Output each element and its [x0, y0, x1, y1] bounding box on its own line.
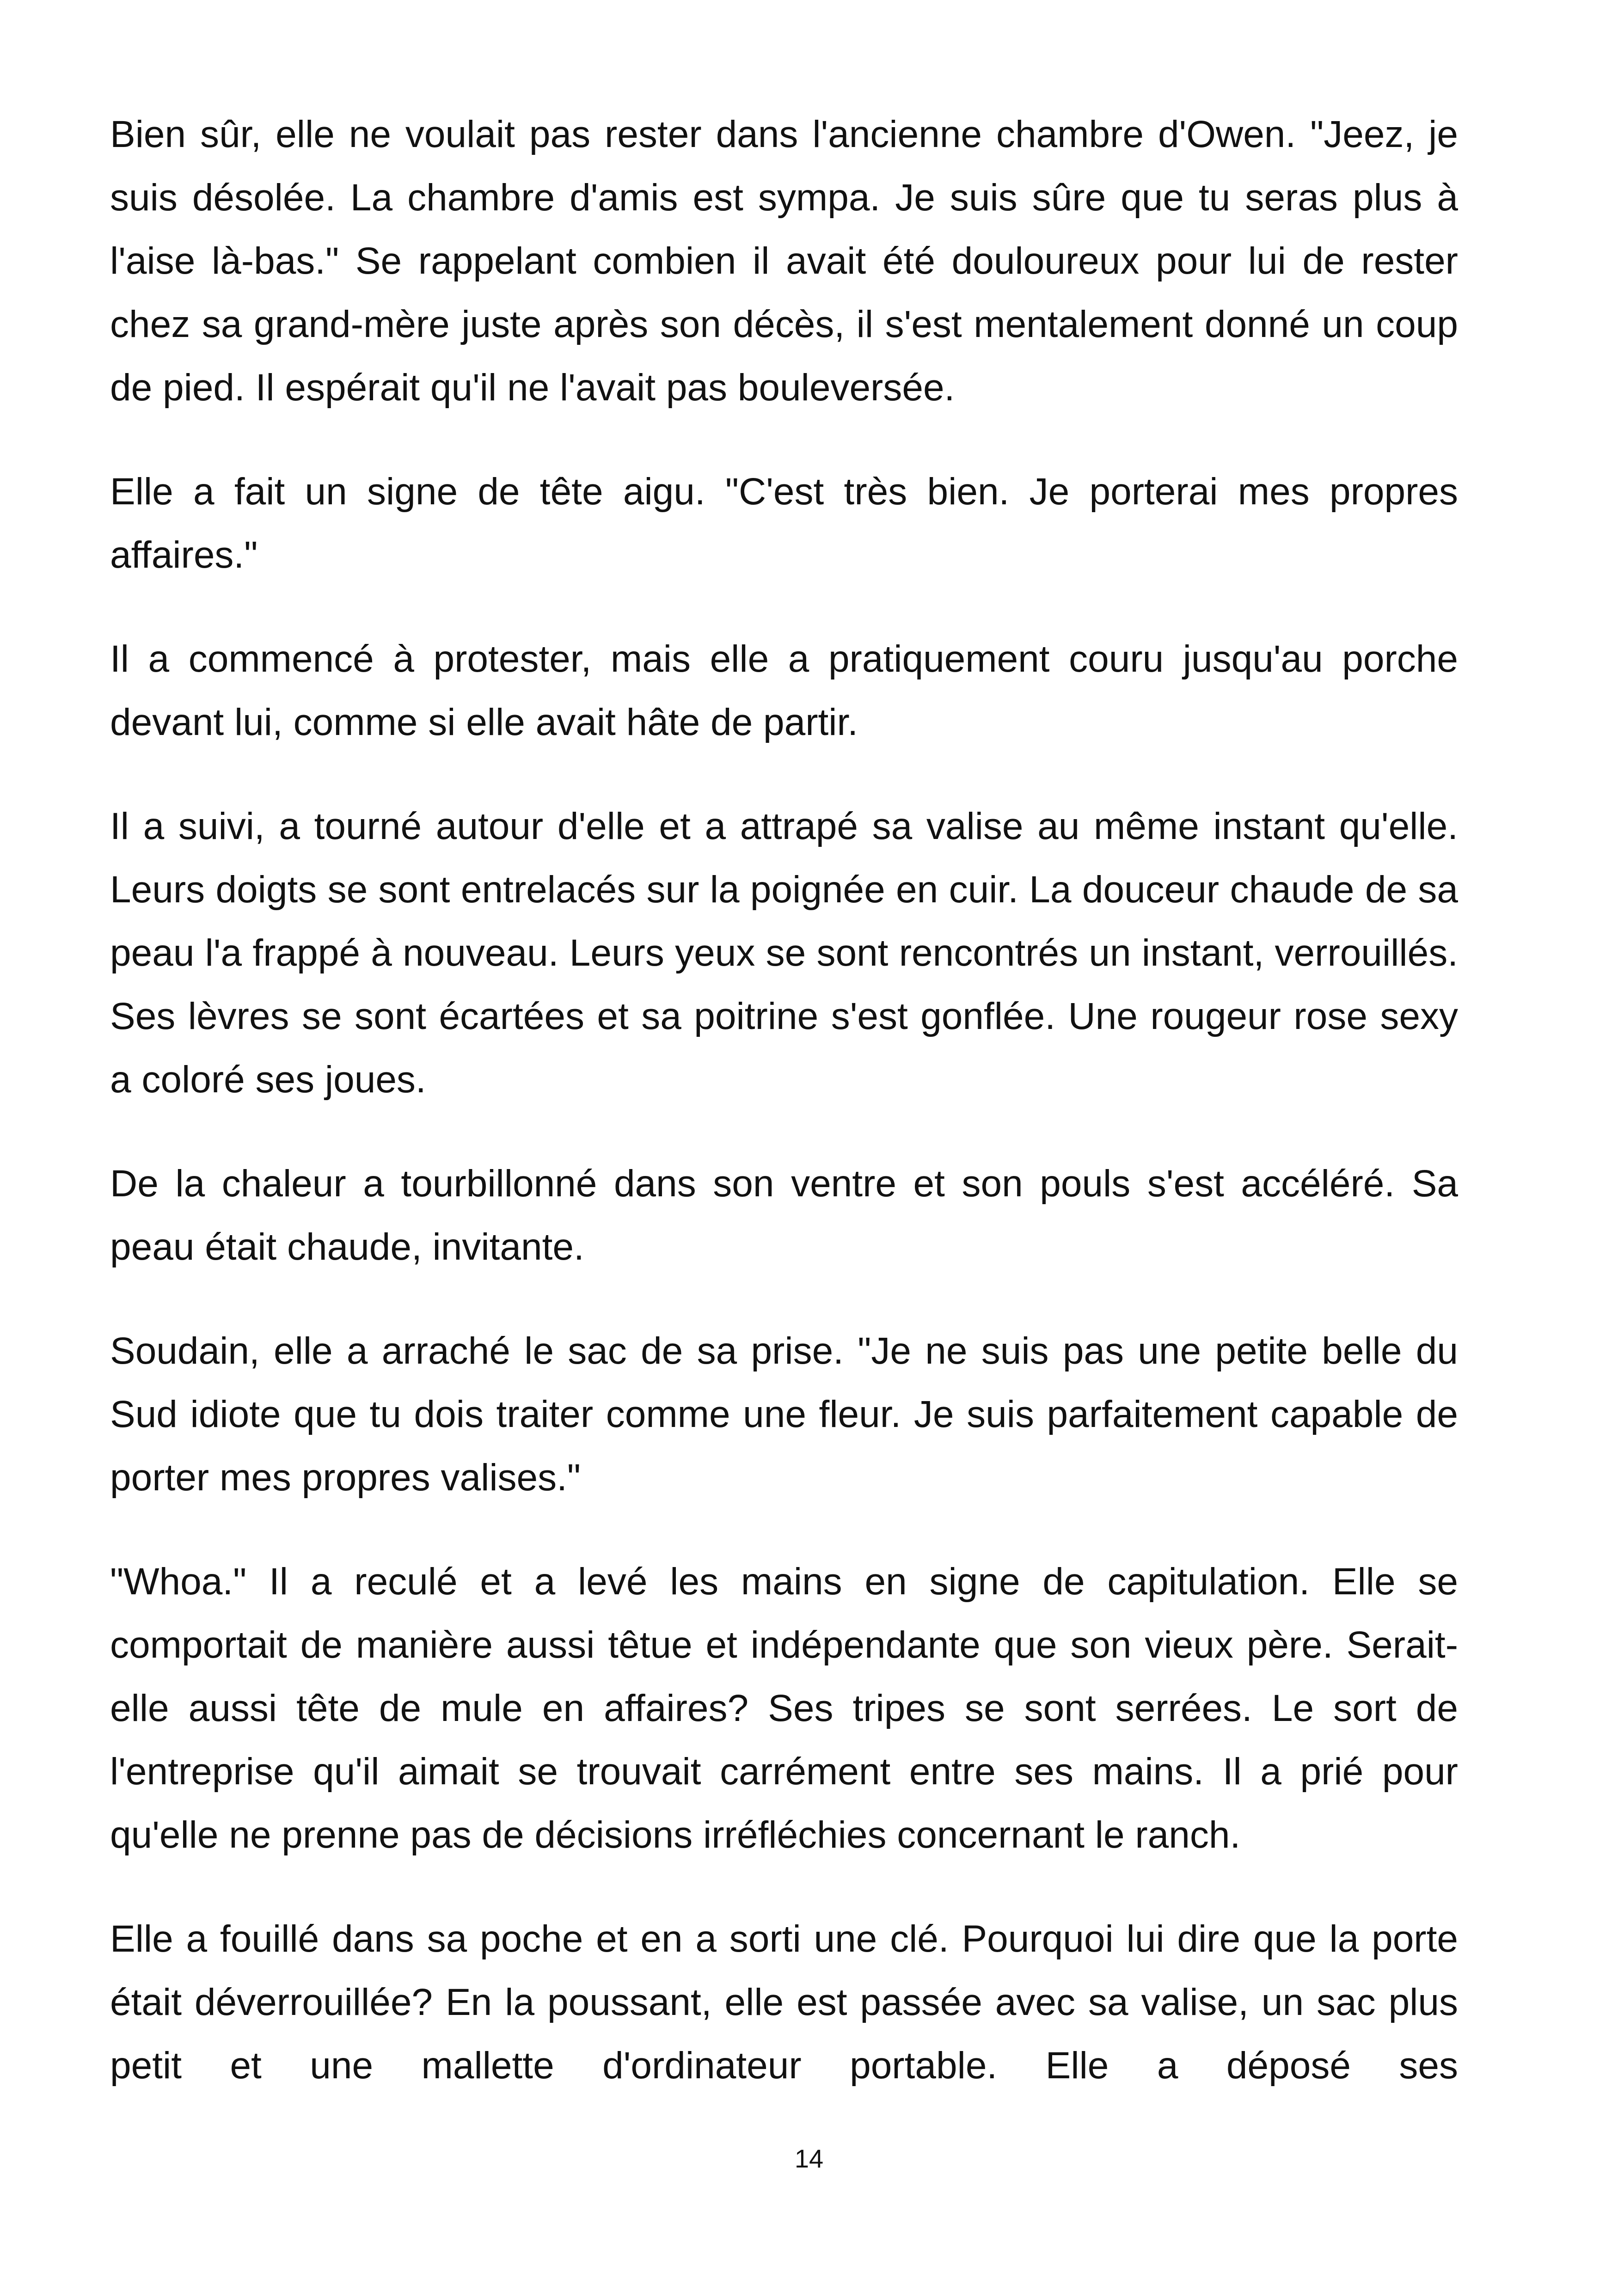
- paragraph-continued: Elle a fouillé dans sa poche et en a sorti une clé. Pourquoi lui dire que la porte était déverrouillée? En la poussant, elle est passée avec sa valise, un sac plus petit et une mallette d'ordinateur portable. Elle a déposé ses: [110, 1918, 1458, 2087]
- paragraph: "Whoa." Il a reculé et a levé les mains en signe de capitulation. Elle se comportait de manière aussi têtue et indépendante que son vieux père. Serait-elle aussi tête de mule en affaires? Ses tripes se sont serrées. Le sort de l'entreprise qu'il aimait se trouvait carrément entre ses mains. Il a prié pour qu'elle ne prenne pas de décisions irréfléchies concernant le ranch.: [110, 1561, 1458, 1856]
- paragraph: Soudain, elle a arraché le sac de sa prise. "Je ne suis pas une petite belle du Sud idiote que tu dois traiter comme une fleur. Je suis parfaitement capable de porter mes propres valises.": [110, 1330, 1458, 1499]
- body-text: [110, 103, 1458, 2138]
- paragraph: Il a commencé à protester, mais elle a pratiquement couru jusqu'au porche devant lui, comme si elle avait hâte de partir.: [110, 638, 1458, 743]
- paragraph: De la chaleur a tourbillonné dans son ventre et son pouls s'est accéléré. Sa peau était chaude, invitante.: [110, 1163, 1458, 1268]
- page-number: 14: [794, 2144, 824, 2173]
- paragraph: Il a suivi, a tourné autour d'elle et a attrapé sa valise au même instant qu'elle. Leurs doigts se sont entrelacés sur la poignée en cuir. La douceur chaude de sa peau l'a frappé à nouveau. Leurs yeux se sont rencontrés un instant, verrouillés. Ses lèvres se sont écartées et sa poitrine s'est gonflée. Une rougeur rose sexy a coloré ses joues.: [110, 805, 1458, 1101]
- paragraph: Elle a fait un signe de tête aigu. "C'est très bien. Je porterai mes propres affaires.": [110, 471, 1458, 576]
- paragraph: Bien sûr, elle ne voulait pas rester dans l'ancienne chambre d'Owen. "Jeez, je suis désolée. La chambre d'amis est sympa. Je suis sûre que tu seras plus à l'aise là-bas." Se rappelant combien il avait été douloureux pour lui de rester chez sa grand-mère juste après son décès, il s'est mentalement donné un coup de pied. Il espérait qu'il ne l'avait pas bouleversée.: [110, 113, 1458, 409]
